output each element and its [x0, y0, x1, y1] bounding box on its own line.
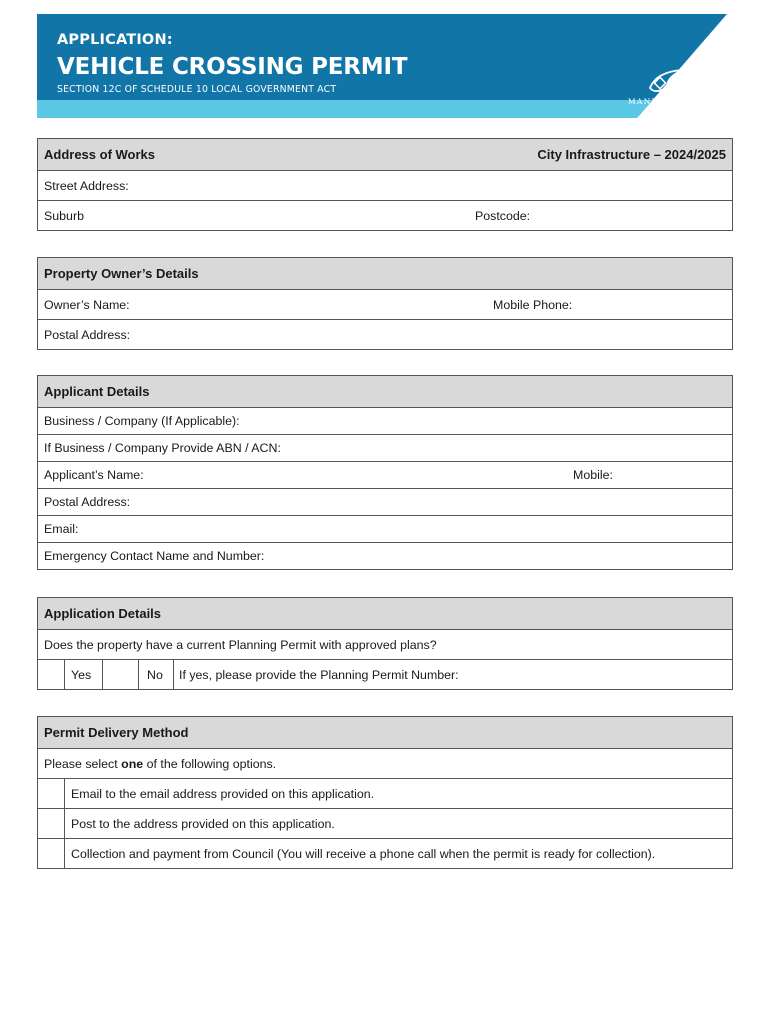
section-header [38, 717, 732, 748]
section-header [38, 139, 732, 170]
suburb-field[interactable]: Suburb [44, 208, 84, 223]
planning-permit-answer-row [38, 659, 732, 689]
instruction-text-end: of the following options. [143, 756, 277, 771]
street-address-field[interactable] [38, 170, 732, 200]
applicant-postal-address-field[interactable] [38, 488, 732, 515]
collection-option-label: Collection and payment from Council (You will receive a phone call when the permit is ready for collection). [71, 846, 656, 861]
yes-checkbox[interactable] [38, 660, 65, 689]
section-title: Address of Works [44, 147, 156, 162]
instruction-emphasis: one [121, 756, 144, 771]
suburb-postcode-row [38, 200, 732, 230]
applicant-name-field[interactable]: Applicant’s Name: [44, 468, 144, 482]
application-details-section [37, 597, 733, 690]
section-title: Permit Delivery Method [44, 725, 189, 740]
section-reference: SECTION 12C OF SCHEDULE 10 LOCAL GOVERNMENT ACT [57, 84, 337, 95]
owner-name-field[interactable]: Owner’s Name: [44, 297, 130, 312]
owner-postal-address-field[interactable] [38, 319, 732, 349]
manningham-logo [620, 66, 710, 108]
abn-field[interactable] [38, 434, 732, 461]
section-header [38, 598, 732, 629]
question-label: Does the property have a current Planning Permit with approved plans? [44, 637, 437, 652]
permit-delivery-section [37, 716, 733, 869]
no-checkbox[interactable] [103, 660, 139, 689]
section-header [38, 376, 732, 407]
application-label: APPLICATION: [57, 32, 173, 48]
permit-number-field[interactable]: If yes, please provide the Planning Permit Number: [179, 667, 459, 682]
section-header [38, 258, 732, 289]
postal-address-label: Postal Address: [44, 327, 131, 342]
delivery-option-post [38, 808, 732, 838]
section-title: Property Owner’s Details [44, 266, 199, 281]
applicant-mobile-field[interactable]: Mobile: [573, 468, 613, 482]
emergency-contact-label: Emergency Contact Name and Number: [44, 549, 265, 563]
email-field[interactable] [38, 515, 732, 542]
street-address-label: Street Address: [44, 178, 129, 193]
yes-label: Yes [65, 660, 103, 689]
mobile-phone-field[interactable]: Mobile Phone: [493, 297, 573, 312]
applicant-name-mobile-row [38, 461, 732, 488]
post-option-checkbox[interactable] [38, 809, 65, 838]
page-title: VEHICLE CROSSING PERMIT [57, 54, 408, 80]
no-label: No [139, 660, 174, 689]
post-option-label: Post to the address provided on this application. [71, 816, 335, 831]
delivery-option-collection [38, 838, 732, 868]
email-option-checkbox[interactable] [38, 779, 65, 808]
address-of-works-section [37, 138, 733, 231]
applicant-details-section [37, 375, 733, 570]
owner-name-phone-row [38, 289, 732, 319]
business-field[interactable] [38, 407, 732, 434]
delivery-option-email [38, 778, 732, 808]
property-owner-section [37, 257, 733, 350]
logo-text: MANNINGHAM [627, 97, 703, 106]
postal-address-label: Postal Address: [44, 495, 131, 509]
department-label: City Infrastructure – 2024/2025 [537, 147, 726, 162]
planning-permit-question [38, 629, 732, 659]
section-title: Application Details [44, 606, 162, 621]
logo-icon [642, 66, 688, 96]
section-title: Applicant Details [44, 384, 150, 399]
business-label: Business / Company (If Applicable): [44, 414, 240, 428]
emergency-contact-field[interactable] [38, 542, 732, 569]
postcode-field[interactable]: Postcode: [475, 208, 531, 223]
instruction-text: Please select [44, 756, 122, 771]
collection-option-checkbox[interactable] [38, 839, 65, 868]
delivery-instruction [38, 748, 732, 778]
abn-label: If Business / Company Provide ABN / ACN: [44, 441, 281, 455]
email-option-label: Email to the email address provided on this application. [71, 786, 375, 801]
email-label: Email: [44, 522, 79, 536]
header-banner [37, 14, 727, 118]
